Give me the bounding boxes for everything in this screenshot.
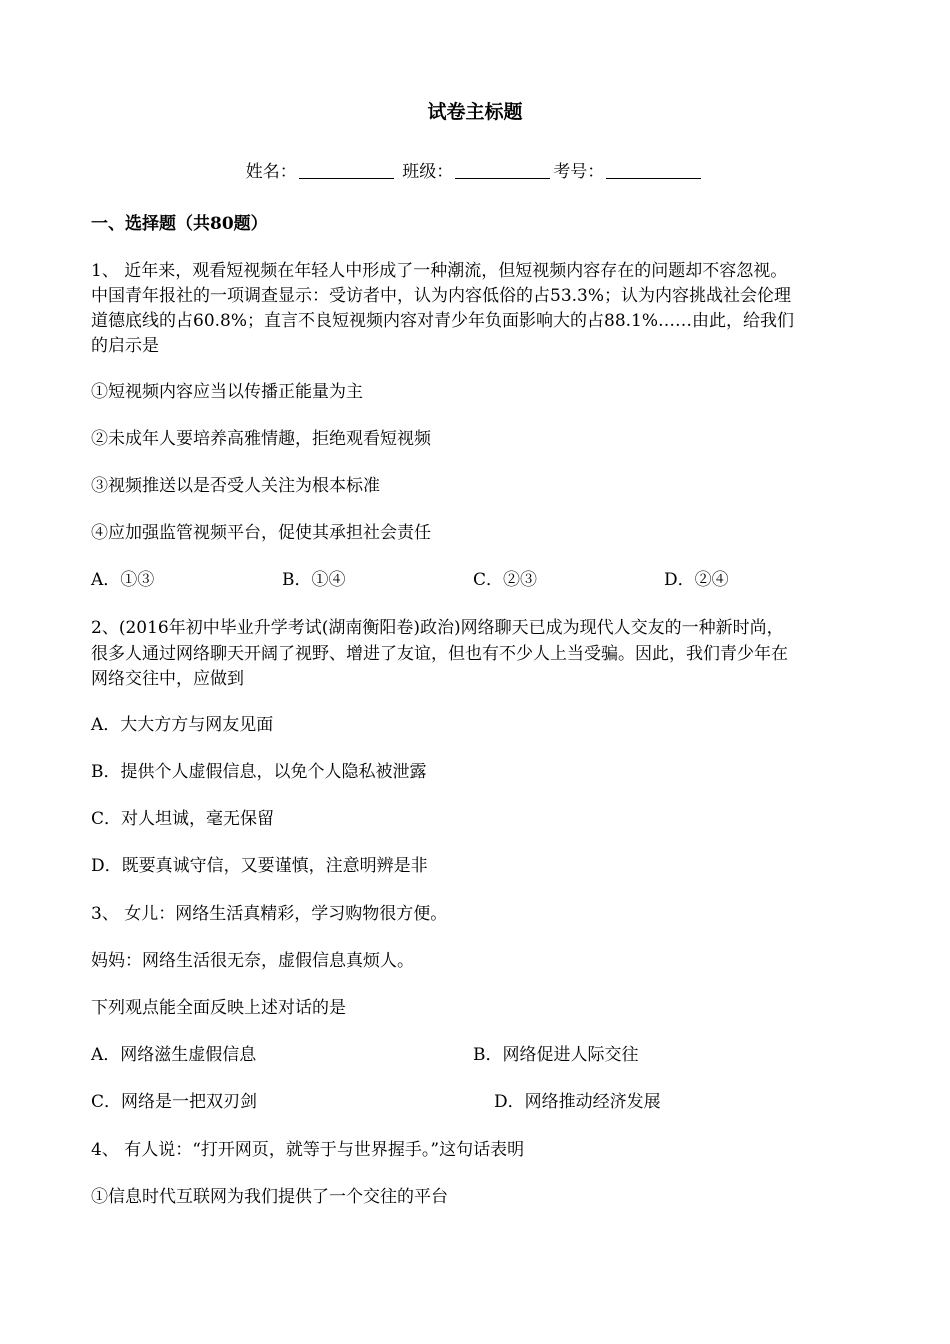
q1-option-b[interactable]: B．①④: [282, 570, 346, 590]
q1-option-d[interactable]: D．②④: [664, 570, 729, 590]
q1-statement-3: ③视频推送以是否受人关注为根本标准: [91, 476, 380, 496]
page-title: 试卷主标题: [427, 101, 523, 123]
name-label: 姓名：: [245, 162, 297, 182]
id-blank[interactable]: [606, 160, 701, 179]
q2-option-d[interactable]: D．既要真诚守信，又要谨慎，注意明辨是非: [91, 856, 428, 876]
q3-line-2: 妈妈：网络生活很无奈，虚假信息真烦人。: [91, 951, 414, 971]
student-info-row: [0, 160, 950, 184]
q1-statement-2: ②未成年人要培养高雅情趣，拒绝观看短视频: [91, 429, 431, 449]
q1-stem-line-2: 中国青年报社的一项调查显示：受访者中，认为内容低俗的占53.3%；认为内容挑战社会伦理: [91, 286, 792, 306]
q1-stem-line-3: 道德底线的占60.8%；直言不良短视频内容对青少年负面影响大的占88.1%……由此，给我们: [91, 311, 795, 331]
q1-statement-1: ①短视频内容应当以传播正能量为主: [91, 382, 363, 402]
q1-option-c[interactable]: C．②③: [473, 570, 538, 590]
class-blank[interactable]: [455, 160, 550, 179]
q2-option-c[interactable]: C．对人坦诚，毫无保留: [91, 809, 275, 829]
q1-statement-4: ④应加强监管视频平台，促使其承担社会责任: [91, 523, 431, 543]
q4-statement-1: ①信息时代互联网为我们提供了一个交往的平台: [91, 1187, 448, 1207]
q3-option-a[interactable]: A．网络滋生虚假信息: [91, 1045, 257, 1065]
q2-option-a[interactable]: A．大大方方与网友见面: [91, 715, 274, 735]
q1-stem-line-4: 的启示是: [91, 336, 159, 356]
q3-line-1: 3、 女儿：网络生活真精彩，学习购物很方便。: [91, 904, 448, 924]
q2-stem-line-2: 很多人通过网络聊天开阔了视野、增进了友谊，但也有不少人上当受骗。因此，我们青少年在: [91, 644, 788, 664]
q2-option-b[interactable]: B．提供个人虚假信息，以免个人隐私被泄露: [91, 762, 427, 782]
q3-option-d[interactable]: D．网络推动经济发展: [494, 1092, 661, 1112]
q3-option-c[interactable]: C．网络是一把双刃剑: [91, 1092, 258, 1112]
class-label: 班级：: [402, 162, 454, 182]
q1-stem-line-1: 1、 近年来，观看短视频在年轻人中形成了一种潮流，但短视频内容存在的问题却不容忽视。: [91, 261, 788, 281]
section-title: 一、选择题（共80题）: [91, 214, 268, 234]
q3-option-b[interactable]: B．网络促进人际交往: [473, 1045, 639, 1065]
q4-line-1: 4、 有人说：“打开网页，就等于与世界握手。”这句话表明: [91, 1140, 525, 1160]
q1-option-a[interactable]: A．①③: [91, 570, 155, 590]
name-blank[interactable]: [299, 160, 394, 179]
q2-stem-line-1: 2、(2016年初中毕业升学考试(湖南衡阳卷)政治)网络聊天已成为现代人交友的一种新时尚，: [91, 618, 784, 638]
q3-line-3: 下列观点能全面反映上述对话的是: [91, 998, 346, 1018]
id-label: 考号：: [553, 162, 605, 182]
q2-stem-line-3: 网络交往中，应做到: [91, 669, 244, 689]
